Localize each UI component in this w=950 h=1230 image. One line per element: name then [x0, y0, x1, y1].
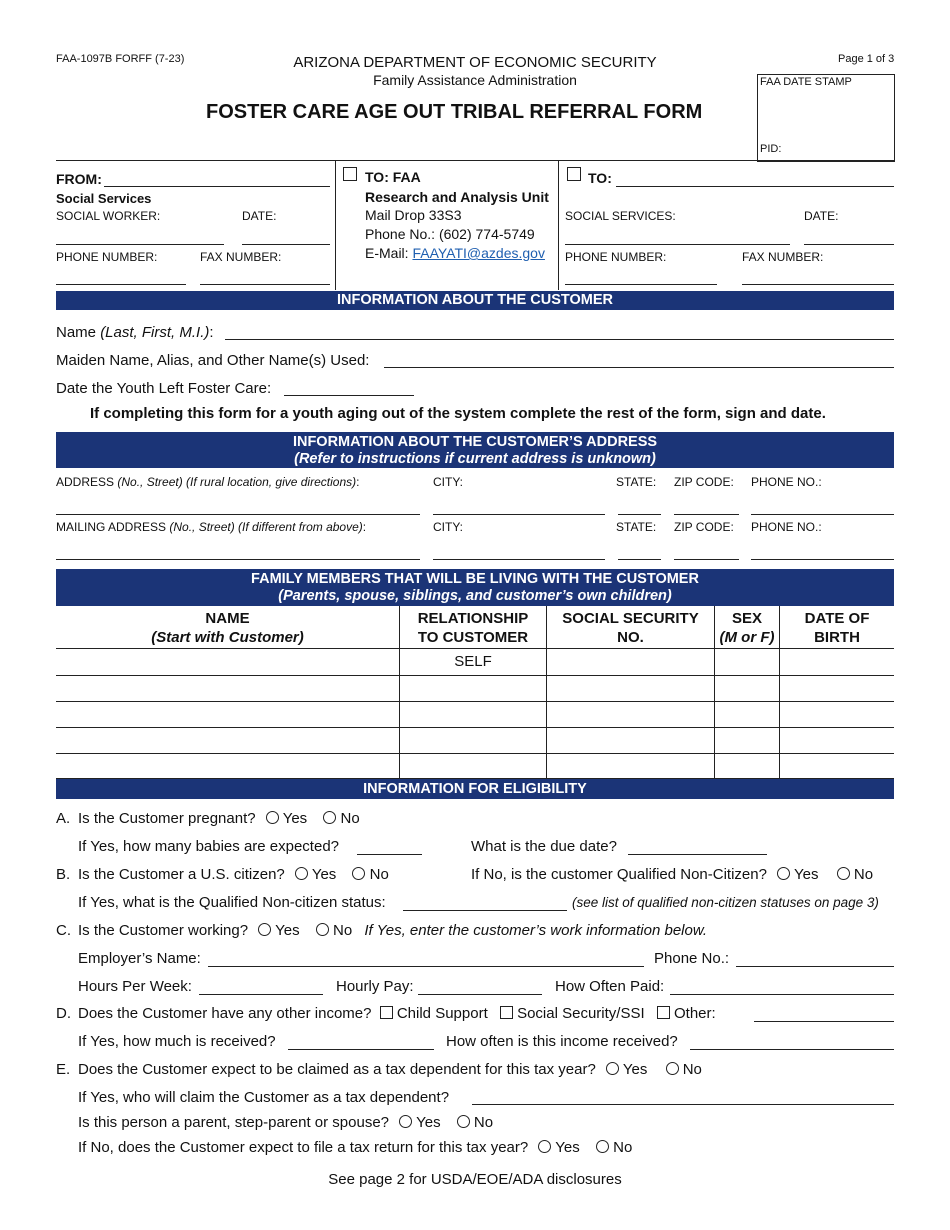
- routing-divider-2: [558, 160, 559, 290]
- social-worker-field[interactable]: [56, 244, 224, 245]
- city-field[interactable]: [433, 514, 605, 515]
- mailing-phone-label: PHONE NO.:: [751, 520, 822, 534]
- other-income-field[interactable]: [754, 1021, 894, 1022]
- babies-label: If Yes, how many babies are expected?: [78, 838, 340, 855]
- working-note: If Yes, enter the customer’s work information below.: [364, 922, 708, 939]
- income-amount-field[interactable]: [288, 1049, 434, 1050]
- question-e-letter: E.: [56, 1061, 71, 1078]
- question-e: Does the Customer expect to be claimed as a tax dependent for this tax year? Yes No: [78, 1061, 702, 1078]
- mailing-address-field[interactable]: [56, 559, 420, 560]
- social-services-label: SOCIAL SERVICES:: [565, 209, 676, 223]
- to-faa-label: TO: FAA: [365, 169, 421, 185]
- file-return-yes-radio[interactable]: [538, 1140, 551, 1153]
- question-b-qnc: If No, is the customer Qualified Non-Citizen? Yes No: [471, 866, 874, 883]
- other-income-checkbox[interactable]: [657, 1006, 670, 1019]
- col-header-sex: SEX (M or F): [719, 610, 775, 646]
- administration-name: Family Assistance Administration: [373, 72, 577, 88]
- date-stamp-label: FAA DATE STAMP: [760, 76, 852, 88]
- mailing-city-label: CITY:: [433, 520, 464, 534]
- faa-email-line: [365, 245, 545, 261]
- disclosure-footer: See page 2 for USDA/EOE/ADA disclosures: [328, 1171, 622, 1188]
- hourly-pay-field[interactable]: [418, 994, 542, 995]
- pregnant-no-radio[interactable]: [323, 811, 336, 824]
- col-header-ssn: SOCIAL SECURITY NO.: [562, 610, 699, 646]
- phone-field[interactable]: [751, 514, 894, 515]
- from-phone-field[interactable]: [56, 284, 186, 285]
- question-a-letter: A.: [56, 810, 71, 827]
- to-other-label: TO:: [588, 170, 612, 186]
- question-e-parent: Is this person a parent, step-parent or spouse? Yes No: [78, 1114, 494, 1131]
- to-phone-label: PHONE NUMBER:: [565, 250, 667, 264]
- babies-field[interactable]: [357, 854, 422, 855]
- self-relationship-cell: SELF: [454, 653, 492, 670]
- table-row[interactable]: [56, 701, 894, 702]
- eligibility-section-header: INFORMATION FOR ELIGIBILITY: [56, 779, 894, 799]
- employer-label: Employer’s Name:: [78, 950, 201, 967]
- maiden-name-field[interactable]: [384, 367, 894, 368]
- working-yes-radio[interactable]: [258, 923, 271, 936]
- qnc-yes-radio[interactable]: [777, 867, 790, 880]
- question-b-letter: B.: [56, 866, 71, 883]
- citizen-yes-radio[interactable]: [295, 867, 308, 880]
- parent-no-radio[interactable]: [457, 1115, 470, 1128]
- from-fax-field[interactable]: [200, 284, 330, 285]
- qnc-no-radio[interactable]: [837, 867, 850, 880]
- qnc-status-note: (see list of qualified non-citizen statuses on page 3): [572, 895, 879, 910]
- employer-phone-field[interactable]: [736, 966, 894, 967]
- state-field[interactable]: [618, 514, 661, 515]
- address-section-header: [56, 432, 894, 468]
- due-date-field[interactable]: [628, 854, 767, 855]
- hours-label: Hours Per Week:: [78, 978, 192, 995]
- customer-name-field[interactable]: [225, 339, 894, 340]
- qnc-status-label: If Yes, what is the Qualified Non-citizen status:: [78, 894, 386, 911]
- address-label: ADDRESS (No., Street) (If rural location, give directions):: [56, 475, 360, 489]
- mailing-state-field[interactable]: [618, 559, 661, 560]
- zip-label: ZIP CODE:: [674, 475, 734, 489]
- income-amount-label: If Yes, how much is received?: [78, 1033, 276, 1050]
- zip-field[interactable]: [674, 514, 739, 515]
- employer-field[interactable]: [208, 966, 644, 967]
- social-worker-label: SOCIAL WORKER:: [56, 209, 161, 223]
- from-date-label: DATE:: [242, 209, 277, 223]
- completion-instruction: If completing this form for a youth aging out of the system complete the rest of the form, sign and date.: [90, 405, 826, 422]
- from-date-field[interactable]: [242, 244, 330, 245]
- social-security-checkbox[interactable]: [500, 1006, 513, 1019]
- pregnant-yes-radio[interactable]: [266, 811, 279, 824]
- social-services-field[interactable]: [565, 244, 790, 245]
- from-phone-label: PHONE NUMBER:: [56, 250, 158, 264]
- pay-frequency-label: How Often Paid:: [555, 978, 665, 995]
- working-no-radio[interactable]: [316, 923, 329, 936]
- col-header-name: NAME (Start with Customer): [151, 610, 304, 646]
- file-return-no-radio[interactable]: [596, 1140, 609, 1153]
- pay-frequency-field[interactable]: [670, 994, 894, 995]
- table-row[interactable]: [56, 727, 894, 728]
- income-frequency-field[interactable]: [690, 1049, 894, 1050]
- to-fax-label: FAX NUMBER:: [742, 250, 824, 264]
- faa-email-link[interactable]: FAAYATI@azdes.gov: [412, 245, 545, 261]
- to-fax-field[interactable]: [742, 284, 894, 285]
- city-label: CITY:: [433, 475, 464, 489]
- faa-email-label: E-Mail:: [365, 245, 413, 261]
- tax-dependent-no-radio[interactable]: [666, 1062, 679, 1075]
- department-name: ARIZONA DEPARTMENT OF ECONOMIC SECURITY: [293, 54, 657, 71]
- question-c-letter: C.: [56, 922, 71, 939]
- claimant-label: If Yes, who will claim the Customer as a tax dependent?: [78, 1089, 450, 1106]
- question-c: Is the Customer working? Yes No If Yes, enter the customer’s work information below.: [78, 922, 708, 939]
- mailing-address-label: MAILING ADDRESS (No., Street) (If different from above):: [56, 520, 367, 534]
- to-faa-checkbox[interactable]: [343, 167, 357, 181]
- from-label: FROM:: [56, 171, 102, 187]
- question-d-letter: D.: [56, 1005, 71, 1022]
- table-row[interactable]: [56, 753, 894, 754]
- faa-unit: Research and Analysis Unit: [365, 189, 549, 205]
- question-e-file: If No, does the Customer expect to file a tax return for this tax year? Yes No: [78, 1139, 633, 1156]
- form-id: FAA-1097B FORFF (7-23): [56, 53, 185, 65]
- family-header-subtitle: (Parents, spouse, siblings, and customer’s own children): [278, 588, 672, 604]
- mailing-zip-field[interactable]: [674, 559, 739, 560]
- tax-dependent-yes-radio[interactable]: [606, 1062, 619, 1075]
- left-foster-care-field[interactable]: [284, 395, 414, 396]
- qnc-status-field[interactable]: [403, 910, 567, 911]
- table-header-rule: [56, 648, 894, 649]
- page-number: Page 1 of 3: [838, 53, 895, 65]
- maiden-name-label: Maiden Name, Alias, and Other Name(s) Used:: [56, 352, 370, 369]
- col-header-relationship: RELATIONSHIP TO CUSTOMER: [417, 610, 529, 646]
- income-frequency-label: How often is this income received?: [446, 1033, 678, 1050]
- pid-label: PID:: [760, 143, 782, 155]
- address-header-subtitle: (Refer to instructions if current address is unknown): [294, 451, 656, 467]
- family-header-title: FAMILY MEMBERS THAT WILL BE LIVING WITH THE CUSTOMER: [251, 571, 699, 587]
- employer-phone-label: Phone No.:: [654, 950, 730, 967]
- citizen-no-radio[interactable]: [352, 867, 365, 880]
- routing-divider-1: [335, 160, 336, 290]
- customer-name-label: Name (Last, First, M.I.):: [56, 324, 214, 341]
- form-title: FOSTER CARE AGE OUT TRIBAL REFERRAL FORM: [206, 101, 703, 123]
- table-row[interactable]: [56, 675, 894, 676]
- child-support-checkbox[interactable]: [380, 1006, 393, 1019]
- faa-phone: Phone No.: (602) 774-5749: [365, 226, 535, 242]
- question-a: Is the Customer pregnant? Yes No: [78, 810, 360, 827]
- from-org: Social Services: [56, 191, 152, 206]
- col-header-dob: DATE OF BIRTH: [804, 610, 870, 646]
- address-header-title: INFORMATION ABOUT THE CUSTOMER’S ADDRESS: [292, 434, 658, 450]
- hourly-pay-label: Hourly Pay:: [336, 978, 414, 995]
- mailing-city-field[interactable]: [433, 559, 605, 560]
- to-date-label: DATE:: [804, 209, 839, 223]
- phone-label: PHONE NO.:: [751, 475, 822, 489]
- left-foster-care-label: Date the Youth Left Foster Care:: [56, 380, 272, 397]
- family-section-header: [56, 569, 894, 606]
- hours-field[interactable]: [199, 994, 323, 995]
- mailing-phone-field[interactable]: [751, 559, 894, 560]
- mailing-zip-label: ZIP CODE:: [674, 520, 734, 534]
- question-b: Is the Customer a U.S. citizen? Yes No: [78, 866, 389, 883]
- question-d: Does the Customer have any other income? Child Support Social Security/SSI Other:: [78, 1005, 716, 1022]
- from-fax-label: FAX NUMBER:: [200, 250, 282, 264]
- from-field[interactable]: [104, 186, 330, 187]
- claimant-field[interactable]: [472, 1104, 894, 1105]
- routing-top-rule: [56, 160, 894, 161]
- customer-section-header: INFORMATION ABOUT THE CUSTOMER: [56, 291, 894, 310]
- due-date-label: What is the due date?: [471, 838, 617, 855]
- state-label: STATE:: [616, 475, 657, 489]
- to-phone-field[interactable]: [565, 284, 717, 285]
- mailing-state-label: STATE:: [616, 520, 657, 534]
- to-other-field[interactable]: [616, 186, 894, 187]
- to-date-field[interactable]: [804, 244, 894, 245]
- faa-mail-drop: Mail Drop 33S3: [365, 207, 462, 223]
- parent-yes-radio[interactable]: [399, 1115, 412, 1128]
- to-other-checkbox[interactable]: [567, 167, 581, 181]
- address-field[interactable]: [56, 514, 420, 515]
- date-stamp-box: [757, 74, 895, 162]
